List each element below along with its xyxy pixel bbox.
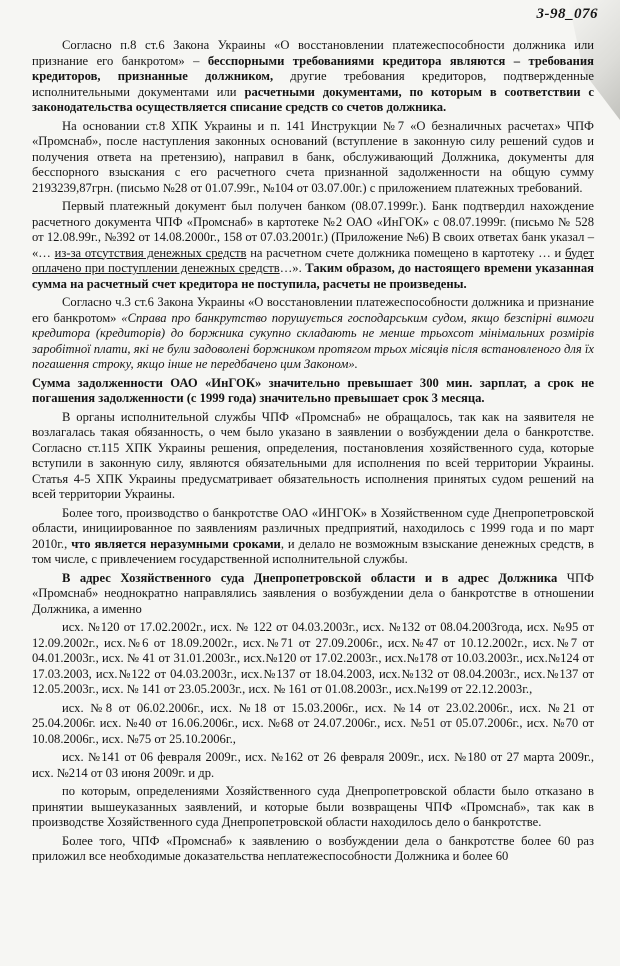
paragraph-11: исх. №141 от 06 февраля 2009г., исх. №162 от 26 февраля 2009г., исх. №180 от 27 марта 2009г., исх. №214 от 03 июня 2009г. и др.: [32, 750, 594, 780]
page-number: 3-98_076: [536, 6, 598, 22]
p7-c: , и делало не возможным взыскание денежных средств, в том числе, с привлечением государственной исполнительной службы.: [32, 536, 594, 566]
p4-b: «Справа про банкрутство порушується господарським судом, якщо безспірні вимоги кредитора (кредиторів) до боржника сукупно складають не менше трьохсот мінімальних розмірів заробітної плати, які не були задоволені боржником протягом трьох місяців після встановленого для їх погашення строку, якщо інше не передбачено цим Законом».: [32, 310, 595, 371]
p3-b: из-за отсутствия денежных средств: [54, 245, 247, 260]
p1-a: Согласно п.8 ст.6 Закона Украины «О восстановлении платежеспособности должника или признание его банкротом» –: [32, 38, 594, 68]
paragraph-10: исх. №8 от 06.02.2006г., исх. №18 от 15.03.2006г., исх. №14 от 23.02.2006г., исх. №21 от 25.04.2006г. исх. №40 от 16.06.2006г., исх. №68 от 24.07.2006г., исх. №51 от 05.07.2006г., исх. №70 от 10.08.2006г., исх. №75 от 25.10.2006г.,: [32, 700, 594, 746]
p3-d: будет оплачено при поступлении денежных средств: [32, 245, 594, 275]
paragraph-7: [32, 506, 594, 568]
p7-a: Более того, производство о банкротстве ОАО «ИНГОК» в Хозяйственном суде Днепропетровской области, инициированное по заявлениям различных предприятий, находилось с 1999 года и по март 2010г.,: [32, 505, 594, 551]
p1-c: другие требования кредиторов, подтвержденные исполнительными документами или: [32, 69, 594, 99]
p3-f: Таким образом, до настоящего времени указанная сумма на расчетный счет кредитора не поступила, расчеты не произведены.: [32, 261, 594, 291]
paragraph-12: по которым, определениями Хозяйственного суда Днепропетровской области было отказано в принятии вышеуказанных заявлений, и которые были возвращены ЧПФ «Промснаб», так как в производстве Хозяйственного суда Днепропетровской области находилось дело о банкротстве.: [32, 784, 594, 829]
document-body: [32, 38, 594, 868]
paragraph-8: [32, 571, 594, 618]
paragraph-3: [32, 199, 594, 292]
p7-b: что является неразумными сроками: [71, 536, 281, 551]
paragraph-13: Более того, ЧПФ «Промснаб» к заявлению о возбуждении дела о банкротстве более 60 раз приложил все необходимые доказательства неплатежеспособности Должника и более 60: [32, 833, 594, 863]
p4-a: Согласно ч.3 ст.6 Закона Украины «О восстановлении платежеспособности должника и признание его банкротом»: [32, 295, 594, 325]
p1-b: бесспорными требованиями кредитора являются – требования кредиторов, признанные должником,: [32, 53, 594, 83]
paragraph-1: [32, 38, 594, 116]
p3-e: …».: [279, 261, 306, 275]
p8-b: ЧПФ «Промснаб» неоднократно направлялись заявления о возбуждении дела о банкротстве в отношении Должника, а именно: [32, 570, 594, 616]
paragraph-6: В органы исполнительной службы ЧПФ «Промснаб» не обращалось, так как на заявителя не возлагалась такая обязанность, о чем было указано в заявлении о возбуждении дела о банкротстве. Согласно ст.115 ХПК Украины решения, определения, постановления хозяйственного суда, которые вступили в законную силу, являются обязательными для исполнения по всей территории Украины. Статья 4-5 ХПК Украины предусматривает обязательность исполнения принятых судом решений на всей территории Украины.: [32, 409, 594, 501]
paragraph-4: [32, 295, 594, 373]
p3-c: на расчетном счете должника помещено в картотеку … и: [246, 245, 566, 260]
p5-text: Сумма задолженности ОАО «ИнГОК» значительно превышает 300 мин. зарплат, а срок не погашения задолженности (с 1999 года) значительно превышает срок 3 месяца.: [32, 375, 594, 405]
p8-a: В адрес Хозяйственного суда Днепропетровской области и в адрес Должника: [62, 570, 558, 585]
paragraph-5: [32, 376, 594, 407]
p3-a: Первый платежный документ был получен банком (08.07.1999г.). Банк подтвердил нахождение расчетного документа ЧПФ «Промснаб» в картотеке №2 ОАО «ИнГОК» с 08.07.1999г. (письмо № 528 от 12.08.99г., №392 от 14.08.2000г., 158 от 07.03.2001г.) (Приложение №6) В своих ответах банк указал – «…: [32, 199, 594, 260]
p1-d: расчетными документами, по которым в соответствии с законодательства осуществляется списание средств со счетов должника.: [32, 84, 594, 114]
paragraph-9: исх. №120 от 17.02.2002г., исх. № 122 от 04.03.2003г., исх. №132 от 08.04.2003года, исх. №95 от 12.09.2002г., исх.№6 от 18.09.2002г., исх.№71 от 27.09.2006г., исх.№47 от 10.12.2002г., исх.№7 от 04.01.2003г., исх. № 41 от 31.01.2003г., исх.№120 от 17.02.2003г., исх.№178 от 10.03.2003г., исх.№124 от 17.03.2003, исх.№122 от 04.03.2003г., исх.№137 от 18.04.2003, исх.№132 от 08.04.2003г., исх.№137 от 12.05.2003г., исх. № 141 от 23.05.2003г., исх. № 161 от 01.08.2003г., исх.№199 от 22.12.2003г.,: [32, 620, 594, 696]
paragraph-2: На основании ст.8 ХПК Украины и п. 141 Инструкции №7 «О безналичных расчетах» ЧПФ «Промснаб», после наступления законных оснований (вступление в законную силу решений судов и получения ответа на претензию), направил в банк, обслуживающий Должника, документы для бесспорного взыскания с его расчетного счета признанной задолженности на общую сумму 2193239,87грн. (письмо №28 от 01.07.99г., №104 от 03.07.00г.) с приложением платежных требований.: [32, 118, 594, 195]
